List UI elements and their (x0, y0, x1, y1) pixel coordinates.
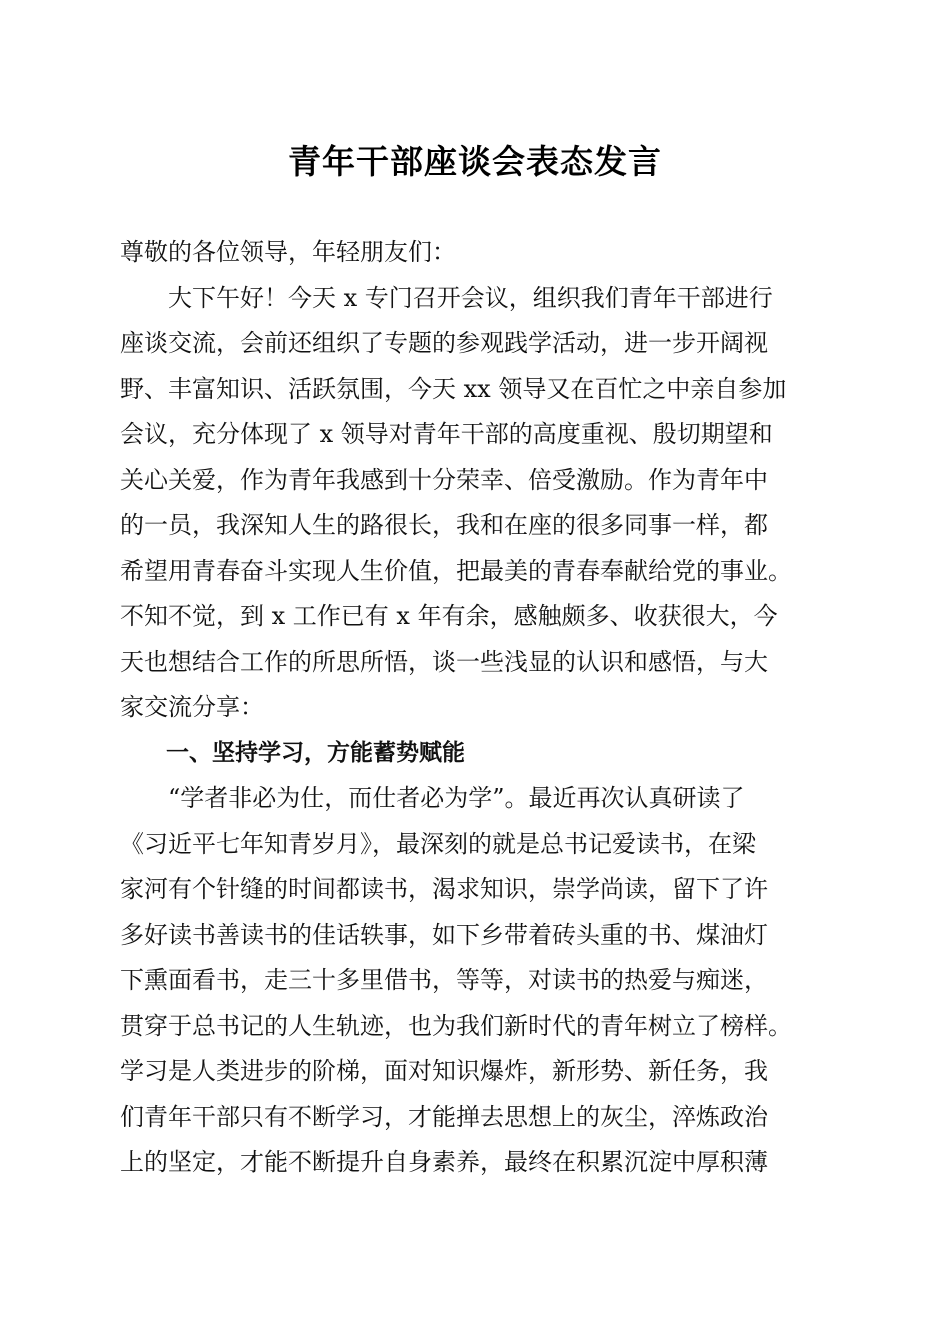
paragraph-line: 关心关爱，作为青年我感到十分荣幸、倍受激励。作为青年中 (120, 465, 768, 494)
paragraph-line: 贯穿于总书记的人生轨迹，也为我们新时代的青年树立了榜样。 (120, 1011, 792, 1040)
paragraph-line: 上的坚定，才能不断提升自身素养，最终在积累沉淀中厚积薄 (120, 1148, 768, 1176)
paragraph-line: 们青年干部只有不断学习，才能掸去思想上的灰尘，淬炼政治 (120, 1102, 768, 1131)
paragraph-line: 《习近平七年知青岁月》，最深刻的就是总书记爱读书，在梁 (120, 829, 756, 858)
paragraph-line: 下熏面看书，走三十多里借书，等等，对读书的热爱与痴迷， (120, 966, 768, 994)
section-heading: 一、坚持学习，方能蓄势赋能 (120, 739, 465, 766)
paragraph-line: 不知不觉，到 x 工作已有 x 年有余，感触颇多、收获很大，今 (120, 602, 778, 630)
paragraph-line: 多好读书善读书的佳话轶事，如下乡带着砖头重的书、煤油灯 (120, 920, 768, 949)
salutation-line: 尊敬的各位领导，年轻朋友们： (120, 238, 456, 266)
document-title: 青年干部座谈会表态发言 (288, 142, 662, 181)
paragraph-line: 学习是人类进步的阶梯，面对知识爆炸，新形势、新任务，我 (120, 1057, 768, 1085)
paragraph-line: 家河有个针缝的时间都读书，渴求知识，崇学尚读，留下了许 (120, 875, 768, 903)
paragraph-line: 大下午好！今天 x 专门召开会议，组织我们青年干部进行 (120, 283, 773, 312)
document-body (120, 230, 840, 1186)
paragraph-line: 会议，充分体现了 x 领导对青年干部的高度重视、殷切期望和 (120, 420, 773, 448)
paragraph-line: 家交流分享： (120, 693, 264, 721)
paragraph-line: 的一员，我深知人生的路很长，我和在座的很多同事一样，都 (120, 511, 768, 539)
paragraph-line: “学者非必为仕，而仕者必为学”。最近再次认真研读了 (120, 784, 745, 812)
paragraph-line: 希望用青春奋斗实现人生价值，把最美的青春奉献给党的事业。 (120, 556, 792, 585)
paragraph-line: 座谈交流，会前还组织了专题的参观践学活动，进一步开阔视 (120, 329, 768, 357)
paragraph-line: 野、丰富知识、活跃氛围，今天 xx 领导又在百忙之中亲自参加 (120, 374, 787, 403)
paragraph-line: 天也想结合工作的所思所悟，谈一些浅显的认识和感悟，与大 (120, 647, 768, 676)
